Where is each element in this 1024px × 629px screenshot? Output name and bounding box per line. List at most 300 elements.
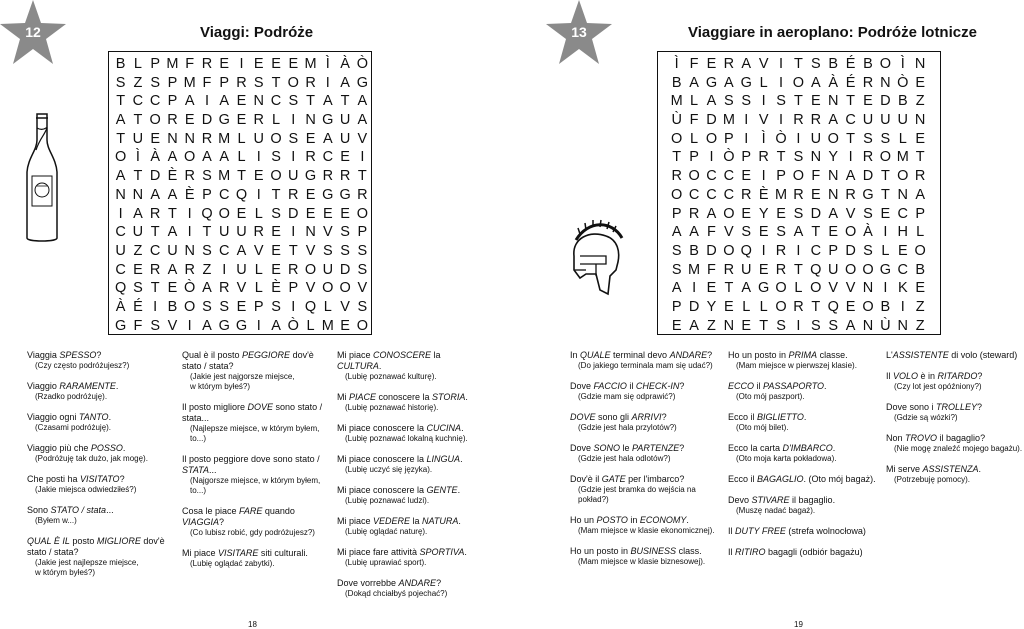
grid-letter: N xyxy=(914,112,926,129)
grid-letter: Ì xyxy=(761,130,766,147)
clue-polish: (Co lubisz robić, gdy podróżujesz?) xyxy=(190,528,315,537)
grid-letter: V xyxy=(236,280,247,297)
page-badge-number: 12 xyxy=(25,24,41,40)
grid-letter: I xyxy=(744,130,749,147)
grid-letter: T xyxy=(133,168,143,185)
clue-keyword: POSTO xyxy=(596,515,628,525)
clue-polish: (Do jakiego terminala mam się udać?) xyxy=(578,361,713,370)
grid-letter: C xyxy=(723,168,735,185)
grid-letter: T xyxy=(794,261,803,278)
clue-item xyxy=(182,548,332,569)
grid-letter: T xyxy=(811,224,821,241)
clue-text: Mi piace xyxy=(337,516,374,526)
grid-letter: U xyxy=(132,224,144,241)
clue-keyword: FACCIO xyxy=(593,381,627,391)
grid-letter: O xyxy=(723,205,735,222)
grid-row xyxy=(112,55,371,74)
grid-letter: P xyxy=(671,205,682,222)
grid-letter: R xyxy=(723,56,735,72)
grid-letter: C xyxy=(218,242,230,259)
clue-text: . xyxy=(978,464,982,474)
grid-letter: Q xyxy=(235,186,248,203)
grid-letter: M xyxy=(183,74,196,91)
grid-letter: I xyxy=(848,149,853,166)
grid-letter: S xyxy=(271,298,281,315)
grid-letter: U xyxy=(862,112,874,129)
clue-item xyxy=(886,433,1024,454)
grid-letter: P xyxy=(741,149,752,166)
grid-letter: G xyxy=(356,74,368,91)
grid-letter: A xyxy=(706,93,717,110)
clue-text: Sono xyxy=(27,505,51,515)
grid-letter: T xyxy=(846,93,856,110)
grid-letter: Ò xyxy=(723,149,735,166)
clue-item xyxy=(27,443,177,464)
grid-letter: Ò xyxy=(287,317,299,334)
grid-letter: O xyxy=(705,130,718,147)
clue-keyword: ANDARE xyxy=(398,578,437,588)
grid-letter: E xyxy=(776,205,786,222)
grid-letter: S xyxy=(793,149,804,166)
grid-letter: O xyxy=(688,168,700,185)
grid-letter: O xyxy=(723,242,735,259)
grid-letter: P xyxy=(202,186,212,203)
clue-column-3 xyxy=(337,350,487,609)
clue-keyword: SPESSO xyxy=(59,350,97,360)
clue-text: Che posti ha xyxy=(27,474,81,484)
clue-italian xyxy=(337,423,487,434)
grid-letter: A xyxy=(271,317,281,334)
grid-letter: G xyxy=(339,186,351,203)
grid-letter: T xyxy=(116,130,126,147)
grid-letter: S xyxy=(322,242,333,259)
clue-polish: (Lubię poznawać lokalną kuchnię). xyxy=(345,434,468,443)
grid-letter: A xyxy=(202,149,212,166)
grid-letter: I xyxy=(204,93,209,110)
grid-letter: R xyxy=(149,205,161,222)
grid-letter: V xyxy=(305,280,316,297)
grid-letter: U xyxy=(167,242,178,259)
clue-keyword: VISITATO xyxy=(80,474,120,484)
grid-letter: R xyxy=(305,74,316,91)
grid-letter: A xyxy=(322,130,333,147)
clue-keyword: QUAL È IL xyxy=(27,536,70,546)
grid-letter: Ì xyxy=(900,56,905,72)
grid-letter: I xyxy=(744,112,749,129)
clue-polish: (Lubię uczyć się języka). xyxy=(345,465,433,474)
clue-italian xyxy=(886,402,1024,413)
grid-letter: S xyxy=(741,93,752,110)
clue-text: . xyxy=(465,392,468,402)
grid-letter: A xyxy=(202,317,212,334)
clue-item xyxy=(337,350,487,382)
puzzle-title: Viaggiare in aeroplano: Podróże lotnicze xyxy=(688,24,977,41)
clue-text: Il xyxy=(886,371,894,381)
clue-keyword: ECONOMY xyxy=(639,515,687,525)
grid-letter: S xyxy=(671,242,682,259)
grid-letter: C xyxy=(897,205,909,222)
grid-letter: O xyxy=(304,261,317,278)
clue-keyword: MIGLIORE xyxy=(96,536,141,546)
clue-polish: (Oto moja karta pokładowa). xyxy=(736,454,837,463)
clue-italian xyxy=(728,412,878,423)
grid-letter: D xyxy=(688,298,700,315)
grid-letter: S xyxy=(115,74,126,91)
clue-text: ? xyxy=(661,412,667,422)
grid-row xyxy=(668,92,940,111)
grid-letter: C xyxy=(149,242,161,259)
clue-text: ? xyxy=(436,578,442,588)
grid-letter: U xyxy=(288,168,299,185)
clue-text: le xyxy=(620,443,633,453)
clue-item xyxy=(182,454,332,496)
grid-letter: E xyxy=(758,224,769,241)
grid-letter: E xyxy=(915,280,925,297)
grid-letter: E xyxy=(271,261,281,278)
grid-letter: C xyxy=(115,261,126,278)
clue-item xyxy=(570,381,720,402)
grid-letter: E xyxy=(236,93,247,110)
grid-row xyxy=(112,111,371,130)
grid-letter: I xyxy=(256,317,261,334)
clue-item xyxy=(570,474,720,505)
grid-letter: O xyxy=(792,74,805,91)
clue-text: In xyxy=(570,350,581,360)
clue-italian xyxy=(728,443,878,454)
clue-italian xyxy=(27,412,177,423)
clue-text: siti culturali. xyxy=(258,548,308,558)
clue-polish: (Najgorsze miejsce, w którym byłem, xyxy=(190,476,321,485)
grid-row xyxy=(112,317,371,336)
clue-item xyxy=(337,485,487,506)
clue-text: Dove xyxy=(570,381,594,391)
grid-letter: N xyxy=(827,186,839,203)
grid-letter: R xyxy=(305,149,316,166)
grid-letter: D xyxy=(810,205,822,222)
clue-text: sono stato / stata... xyxy=(182,402,323,423)
clue-polish: to...) xyxy=(190,486,207,495)
grid-letter: N xyxy=(914,56,926,72)
grid-letter: A xyxy=(219,149,230,166)
clue-keyword: VISITARE xyxy=(218,548,259,558)
grid-letter: G xyxy=(218,112,230,129)
grid-letter: A xyxy=(115,168,126,185)
grid-letter: L xyxy=(254,205,263,222)
grid-letter: E xyxy=(741,168,752,185)
grid-letter: M xyxy=(774,186,788,203)
grid-letter: R xyxy=(357,186,368,203)
grid-letter: G xyxy=(740,74,752,91)
clue-text: (strefa wolnocłowa) xyxy=(785,526,866,536)
clue-italian xyxy=(182,454,332,476)
clue-italian xyxy=(182,402,332,424)
grid-letter: I xyxy=(187,205,192,222)
grid-letter: N xyxy=(810,149,822,166)
grid-letter: S xyxy=(828,317,839,334)
grid-letter: T xyxy=(811,298,821,315)
grid-letter: O xyxy=(862,261,874,278)
grid-letter: E xyxy=(741,205,752,222)
grid-row xyxy=(112,223,371,242)
clue-item xyxy=(728,526,878,537)
grid-letter: F xyxy=(133,317,143,334)
grid-letter: I xyxy=(779,74,784,91)
grid-letter: T xyxy=(150,224,160,241)
clue-keyword: DUTY FREE xyxy=(735,526,786,536)
grid-letter: S xyxy=(253,74,264,91)
grid-letter: C xyxy=(115,224,126,241)
grid-letter: R xyxy=(339,168,351,185)
right-page xyxy=(512,0,1024,629)
grid-letter: I xyxy=(153,298,158,315)
grid-letter: S xyxy=(271,149,281,166)
grid-letter: D xyxy=(149,168,161,185)
grid-letter: O xyxy=(879,56,892,72)
grid-letter: O xyxy=(897,168,909,185)
clue-item xyxy=(27,412,177,433)
grid-letter: I xyxy=(709,149,714,166)
grid-letter: S xyxy=(671,261,682,278)
grid-letter: E xyxy=(150,130,160,147)
grid-letter: D xyxy=(288,205,299,222)
clue-italian xyxy=(570,443,720,454)
grid-row xyxy=(668,205,940,224)
clue-text: . xyxy=(824,381,827,391)
grid-letter: B xyxy=(880,298,891,315)
clue-text: . xyxy=(832,443,836,453)
grid-letter: I xyxy=(325,74,330,91)
grid-letter: R xyxy=(914,168,926,185)
grid-letter: N xyxy=(115,186,126,203)
clue-text: . xyxy=(457,485,461,495)
clue-text: la xyxy=(431,350,441,360)
grid-letter: R xyxy=(793,298,804,315)
grid-letter: V xyxy=(845,280,856,297)
grid-letter: O xyxy=(356,317,368,334)
clue-italian xyxy=(27,474,177,485)
grid-row xyxy=(112,148,371,167)
grid-letter: T xyxy=(116,93,126,110)
grid-letter: S xyxy=(863,242,873,259)
grid-letter: C xyxy=(218,186,230,203)
grid-letter: U xyxy=(132,130,144,147)
grid-letter: I xyxy=(779,56,784,72)
clue-keyword: CUCINA xyxy=(426,423,462,433)
grid-letter: C xyxy=(322,149,334,166)
grid-letter: I xyxy=(256,186,261,203)
clue-text: . xyxy=(108,412,112,422)
grid-letter: V xyxy=(357,280,368,297)
grid-letter: Z xyxy=(133,242,143,259)
grid-letter: A xyxy=(793,224,804,241)
grid-letter: M xyxy=(321,317,334,334)
grid-letter: A xyxy=(689,74,699,91)
clue-text: Mi piace xyxy=(182,548,219,558)
grid-row xyxy=(112,186,371,205)
grid-letter: E xyxy=(758,261,769,278)
clue-polish: (Gdzie jest bramka do wejścia na xyxy=(578,485,696,494)
grid-letter: O xyxy=(184,149,196,166)
grid-letter: O xyxy=(287,74,299,91)
clue-keyword: STATA xyxy=(182,465,209,475)
grid-letter: È xyxy=(184,186,195,203)
grid-letter: I xyxy=(187,317,192,334)
grid-letter: E xyxy=(810,186,821,203)
grid-row xyxy=(668,298,940,317)
grid-letter: D xyxy=(845,242,856,259)
grid-letter: O xyxy=(810,280,822,297)
grid-letter: A xyxy=(322,93,333,110)
grid-letter: I xyxy=(291,298,296,315)
grid-letter: À xyxy=(340,56,350,72)
grid-letter: E xyxy=(219,56,230,72)
grid-letter: U xyxy=(827,261,839,278)
grid-letter: A xyxy=(167,224,178,241)
grid-letter: L xyxy=(742,298,751,315)
grid-letter: R xyxy=(810,112,822,129)
clue-italian xyxy=(27,536,177,558)
grid-row xyxy=(668,261,940,280)
clue-polish: (Czy często podróżujesz?) xyxy=(35,361,130,370)
grid-letter: B xyxy=(863,56,873,72)
clue-italian xyxy=(728,547,878,558)
grid-letter: S xyxy=(776,224,786,241)
clue-text: Mi piace xyxy=(337,350,374,360)
grid-letter: R xyxy=(288,186,299,203)
grid-letter: F xyxy=(202,74,212,91)
clue-keyword: PIACE xyxy=(349,392,377,402)
clue-text: Mi serve xyxy=(886,464,923,474)
grid-letter: A xyxy=(845,317,856,334)
grid-letter: Z xyxy=(915,93,925,110)
grid-letter: P xyxy=(288,280,299,297)
clue-text: ? xyxy=(679,381,685,391)
grid-letter: R xyxy=(775,242,787,259)
grid-letter: Z xyxy=(202,261,212,278)
grid-letter: T xyxy=(288,242,298,259)
grid-letter: I xyxy=(239,56,244,72)
grid-letter: R xyxy=(741,186,752,203)
page-badge-star-icon xyxy=(0,0,66,66)
grid-letter: G xyxy=(322,112,334,129)
grid-letter: V xyxy=(724,224,734,241)
grid-letter: P xyxy=(150,56,160,72)
grid-letter: K xyxy=(897,280,908,297)
clue-italian xyxy=(182,350,332,372)
grid-letter: E xyxy=(322,205,333,222)
clue-item xyxy=(570,515,720,536)
clue-polish: (Lubię poznawać ludzi). xyxy=(345,496,430,505)
grid-letter: O xyxy=(879,149,892,166)
grid-letter: I xyxy=(256,149,261,166)
clue-italian xyxy=(182,506,332,528)
clue-text: . xyxy=(122,443,126,453)
grid-row xyxy=(668,55,940,74)
grid-letter: I xyxy=(222,261,227,278)
grid-letter: I xyxy=(796,130,801,147)
grid-letter: Ò xyxy=(775,130,787,147)
clue-keyword: PEGGIORE xyxy=(242,350,291,360)
grid-letter: A xyxy=(357,112,368,129)
clue-item xyxy=(182,506,332,538)
grid-letter: I xyxy=(883,280,888,297)
grid-letter: C xyxy=(149,93,161,110)
grid-letter: O xyxy=(356,205,368,222)
grid-letter: L xyxy=(690,93,699,110)
clue-text: conoscere la xyxy=(376,392,433,402)
clue-polish: pokład?) xyxy=(578,495,609,504)
grid-letter: G xyxy=(705,74,718,91)
grid-letter: E xyxy=(236,112,247,129)
grid-letter: E xyxy=(305,130,316,147)
grid-letter: R xyxy=(167,112,178,129)
grid-letter: O xyxy=(339,280,351,297)
clue-italian xyxy=(27,350,177,361)
grid-letter: B xyxy=(167,298,178,315)
clue-polish: (Lubię uprawiać sport). xyxy=(345,558,427,567)
grid-letter: R xyxy=(184,261,195,278)
clue-keyword: ANDARE xyxy=(669,350,708,360)
page-number: 19 xyxy=(794,620,803,629)
grid-letter: T xyxy=(759,317,769,334)
clue-polish: (Byłem w...) xyxy=(35,516,77,525)
clue-polish: (Mam miejsce w klasie biznesowej). xyxy=(578,557,706,566)
grid-letter: I xyxy=(761,242,766,259)
grid-letter: S xyxy=(880,130,891,147)
grid-letter: T xyxy=(776,149,786,166)
grid-letter: R xyxy=(775,261,787,278)
clue-keyword: VIAGGIA xyxy=(182,517,220,527)
clue-keyword: RITARDO xyxy=(937,371,978,381)
grid-letter: E xyxy=(828,224,839,241)
grid-letter: I xyxy=(883,224,888,241)
grid-letter: Y xyxy=(828,149,839,166)
clue-text: ? xyxy=(96,350,102,360)
clue-keyword: ECCO xyxy=(728,381,755,391)
grid-letter: E xyxy=(706,280,717,297)
grid-letter: P xyxy=(167,93,178,110)
grid-letter: I xyxy=(761,93,766,110)
grid-letter: E xyxy=(880,205,891,222)
grid-letter: Ì xyxy=(135,149,140,166)
clue-text: Ho un posto in xyxy=(728,350,789,360)
grid-letter: R xyxy=(288,261,299,278)
clue-text: ... xyxy=(106,505,114,515)
grid-letter: Y xyxy=(706,298,717,315)
grid-letter: S xyxy=(150,317,160,334)
clue-italian xyxy=(337,516,487,527)
clue-keyword: ARRIVI xyxy=(631,412,662,422)
grid-letter: A xyxy=(184,93,195,110)
puzzle-title: Viaggi: Podróże xyxy=(200,24,314,41)
grid-letter: S xyxy=(357,298,368,315)
clue-keyword: PASSAPORTO xyxy=(763,381,825,391)
clue-italian xyxy=(728,526,878,537)
clue-keyword: TANTO xyxy=(78,412,109,422)
page-badge-number: 13 xyxy=(571,24,587,40)
grid-letter: S xyxy=(202,168,212,185)
grid-letter: B xyxy=(115,56,126,72)
grid-letter: E xyxy=(236,205,247,222)
grid-letter: L xyxy=(916,224,925,241)
grid-letter: A xyxy=(133,205,143,222)
grid-letter: L xyxy=(237,149,246,166)
grid-letter: E xyxy=(706,56,717,72)
grid-letter: C xyxy=(270,93,282,110)
grid-letter: D xyxy=(339,261,351,278)
grid-letter: E xyxy=(724,298,734,315)
clue-polish: (Mam miejsce w klasie ekonomicznej). xyxy=(578,526,715,535)
